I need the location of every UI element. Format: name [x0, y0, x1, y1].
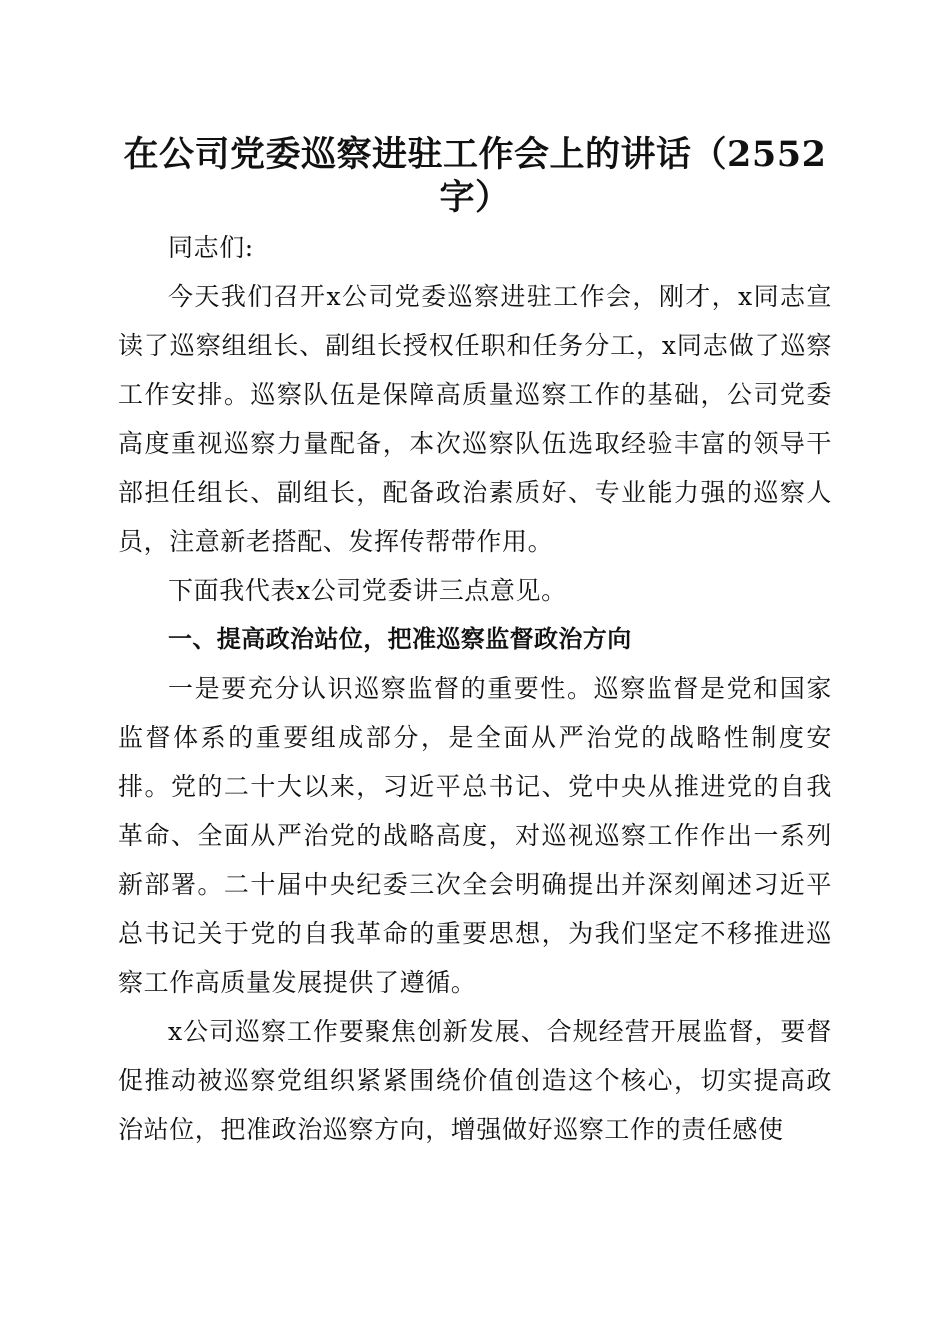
- section-paragraph: 一是要充分认识巡察监督的重要性。巡察监督是党和国家监督体系的重要组成部分，是全面从严治党的战略性制度安排。党的二十大以来，习近平总书记、党中央从推进党的自我革命、全面从严治党的战略高度，对巡视巡察工作作出一系列新部署。二十届中央纪委三次全会明确提出并深刻阐述习近平总书记关于党的自我革命的重要思想，为我们坚定不移推进巡察工作高质量发展提供了遵循。: [118, 674, 832, 997]
- section-paragraph: x公司巡察工作要聚焦创新发展、合规经营开展监督，要督促推动被巡察党组织紧紧围绕价值创造这个核心，切实提高政治站位，把准政治巡察方向，增强做好巡察工作的责任感使: [118, 1017, 832, 1144]
- intro-paragraph: 今天我们召开x公司党委巡察进驻工作会，刚才，x同志宣读了巡察组组长、副组长授权任职和任务分工，x同志做了巡察工作安排。巡察队伍是保障高质量巡察工作的基础，公司党委高度重视巡察力量配备，本次巡察队伍选取经验丰富的领导干部担任组长、副组长，配备政治素质好、专业能力强的巡察人员，注意新老搭配、发挥传帮带作用。: [118, 282, 832, 556]
- section-heading: 一、提高政治站位，把准巡察监督政治方向: [168, 625, 632, 653]
- document-title: 在公司党委巡察进驻工作会上的讲话（2552字）: [123, 134, 827, 218]
- intro-paragraph: 下面我代表x公司党委讲三点意见。: [168, 576, 567, 605]
- document-body: [118, 133, 832, 1154]
- salutation: 同志们:: [168, 233, 254, 262]
